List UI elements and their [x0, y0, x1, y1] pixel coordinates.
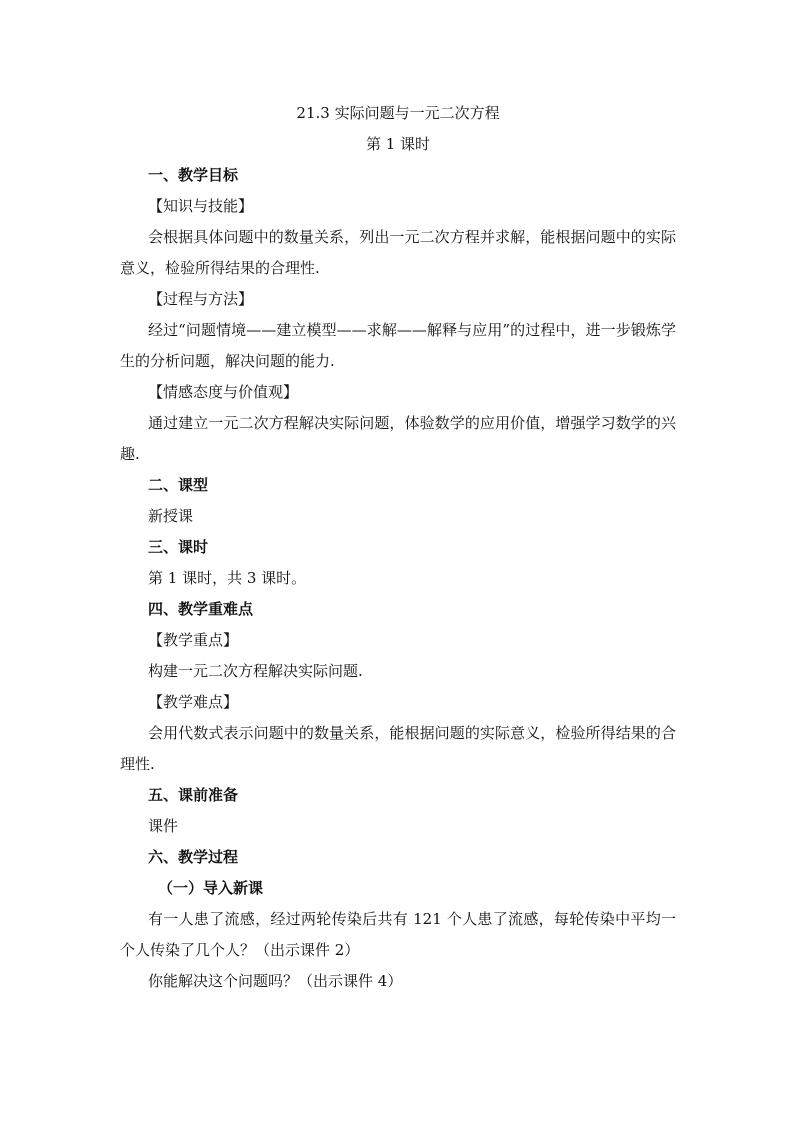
- lesson-type-text: 新授课: [148, 507, 194, 525]
- section-heading-objectives: 一、教学目标: [148, 166, 239, 184]
- section-heading-preparation: 五、课前准备: [148, 786, 239, 804]
- emotion-text: 通过建立一元二次方程解决实际问题，体验数学的应用价值，增强学习数学的兴趣.: [120, 414, 676, 463]
- difficult-point-label: 【教学难点】: [148, 693, 239, 711]
- subsection-heading-intro: （一）导入新课: [158, 879, 264, 897]
- process-paragraph-2: 你能解决这个问题吗？（出示课件 4）: [148, 972, 403, 990]
- knowledge-label: 【知识与技能】: [148, 197, 254, 215]
- section-heading-periods: 三、课时: [148, 538, 209, 556]
- key-point-text: 构建一元二次方程解决实际问题.: [148, 662, 363, 680]
- document-title: 21.3 实际问题与一元二次方程: [296, 104, 500, 122]
- preparation-text: 课件: [148, 817, 179, 835]
- process-label: 【过程与方法】: [148, 290, 254, 308]
- section-heading-process: 六、教学过程: [148, 848, 239, 866]
- document-subtitle: 第 1 课时: [365, 135, 431, 153]
- process-text: 经过“问题情境——建立模型——求解——解释与应用”的过程中，进一步锻炼学生的分析问题，解决问题的能力.: [120, 321, 676, 370]
- process-paragraph-1: 有一人患了流感，经过两轮传染后共有 121 个人患了流感，每轮传染中平均一个人传染了几个人？（出示课件 2）: [120, 910, 676, 959]
- emotion-label: 【情感态度与价值观】: [148, 383, 299, 401]
- key-point-label: 【教学重点】: [148, 631, 239, 649]
- difficult-point-text: 会用代数式表示问题中的数量关系，能根据问题的实际意义，检验所得结果的合理性.: [120, 724, 676, 773]
- section-heading-key-points: 四、教学重难点: [148, 600, 254, 618]
- periods-text: 第 1 课时，共 3 课时。: [148, 569, 307, 587]
- section-heading-lesson-type: 二、课型: [148, 476, 209, 494]
- knowledge-text: 会根据具体问题中的数量关系，列出一元二次方程并求解，能根据问题中的实际意义，检验所得结果的合理性.: [120, 228, 676, 277]
- document-content: [120, 98, 676, 997]
